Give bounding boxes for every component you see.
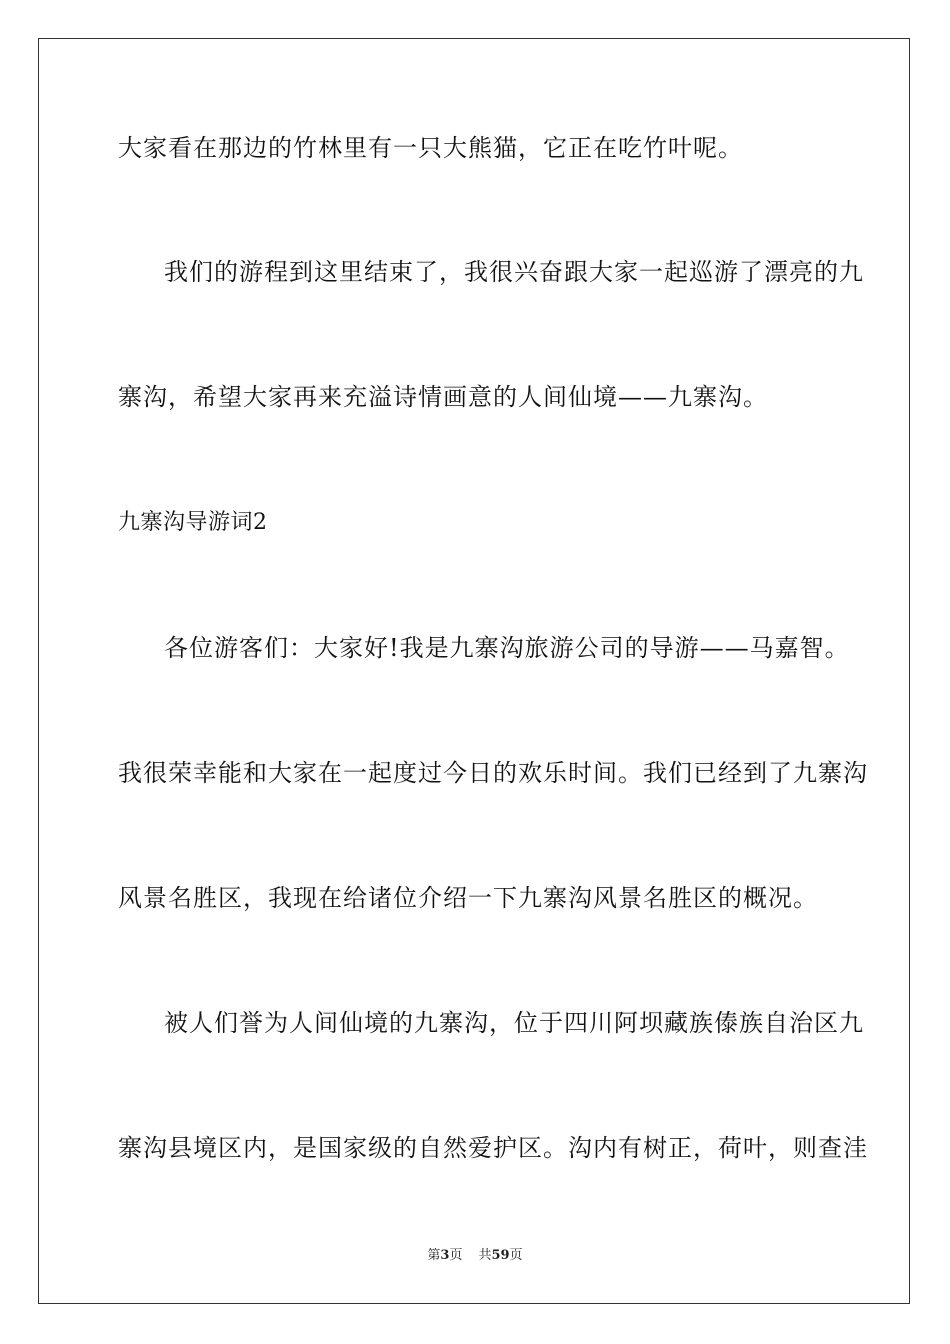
page-border (38, 38, 910, 1304)
page-suffix: 页 (449, 1248, 463, 1263)
body-text-line-6: 我很荣幸能和大家在一起度过今日的欢乐时间。我们已经到了九寨沟 (118, 759, 868, 787)
body-text-line-8: 被人们誉为人间仙境的九寨沟，位于四川阿坝藏族傣族自治区九 (164, 1009, 864, 1037)
body-text-line-1: 大家看在那边的竹林里有一只大熊猫，它正在吃竹叶呢。 (118, 134, 743, 162)
body-text-line-7: 风景名胜区，我现在给诸位介绍一下九寨沟风景名胜区的概况。 (118, 884, 818, 912)
total-pages: 59 (491, 1248, 510, 1263)
body-text-line-3: 寨沟，希望大家再来充溢诗情画意的人间仙境——九寨沟。 (118, 383, 768, 411)
page-prefix: 第 (427, 1248, 441, 1263)
total-suffix: 页 (509, 1248, 523, 1263)
total-prefix: 共 (478, 1248, 492, 1263)
section-heading: 九寨沟导游词2 (118, 510, 268, 535)
body-text-line-9: 寨沟县境区内，是国家级的自然爱护区。沟内有树正，荷叶，则查洼 (118, 1134, 868, 1162)
page-footer (0, 1247, 950, 1265)
body-text-line-2: 我们的游程到这里结束了，我很兴奋跟大家一起巡游了漂亮的九 (164, 258, 864, 286)
body-text-line-5: 各位游客们：大家好!我是九寨沟旅游公司的导游——马嘉智。 (164, 634, 850, 662)
page-number: 3 (440, 1248, 450, 1263)
